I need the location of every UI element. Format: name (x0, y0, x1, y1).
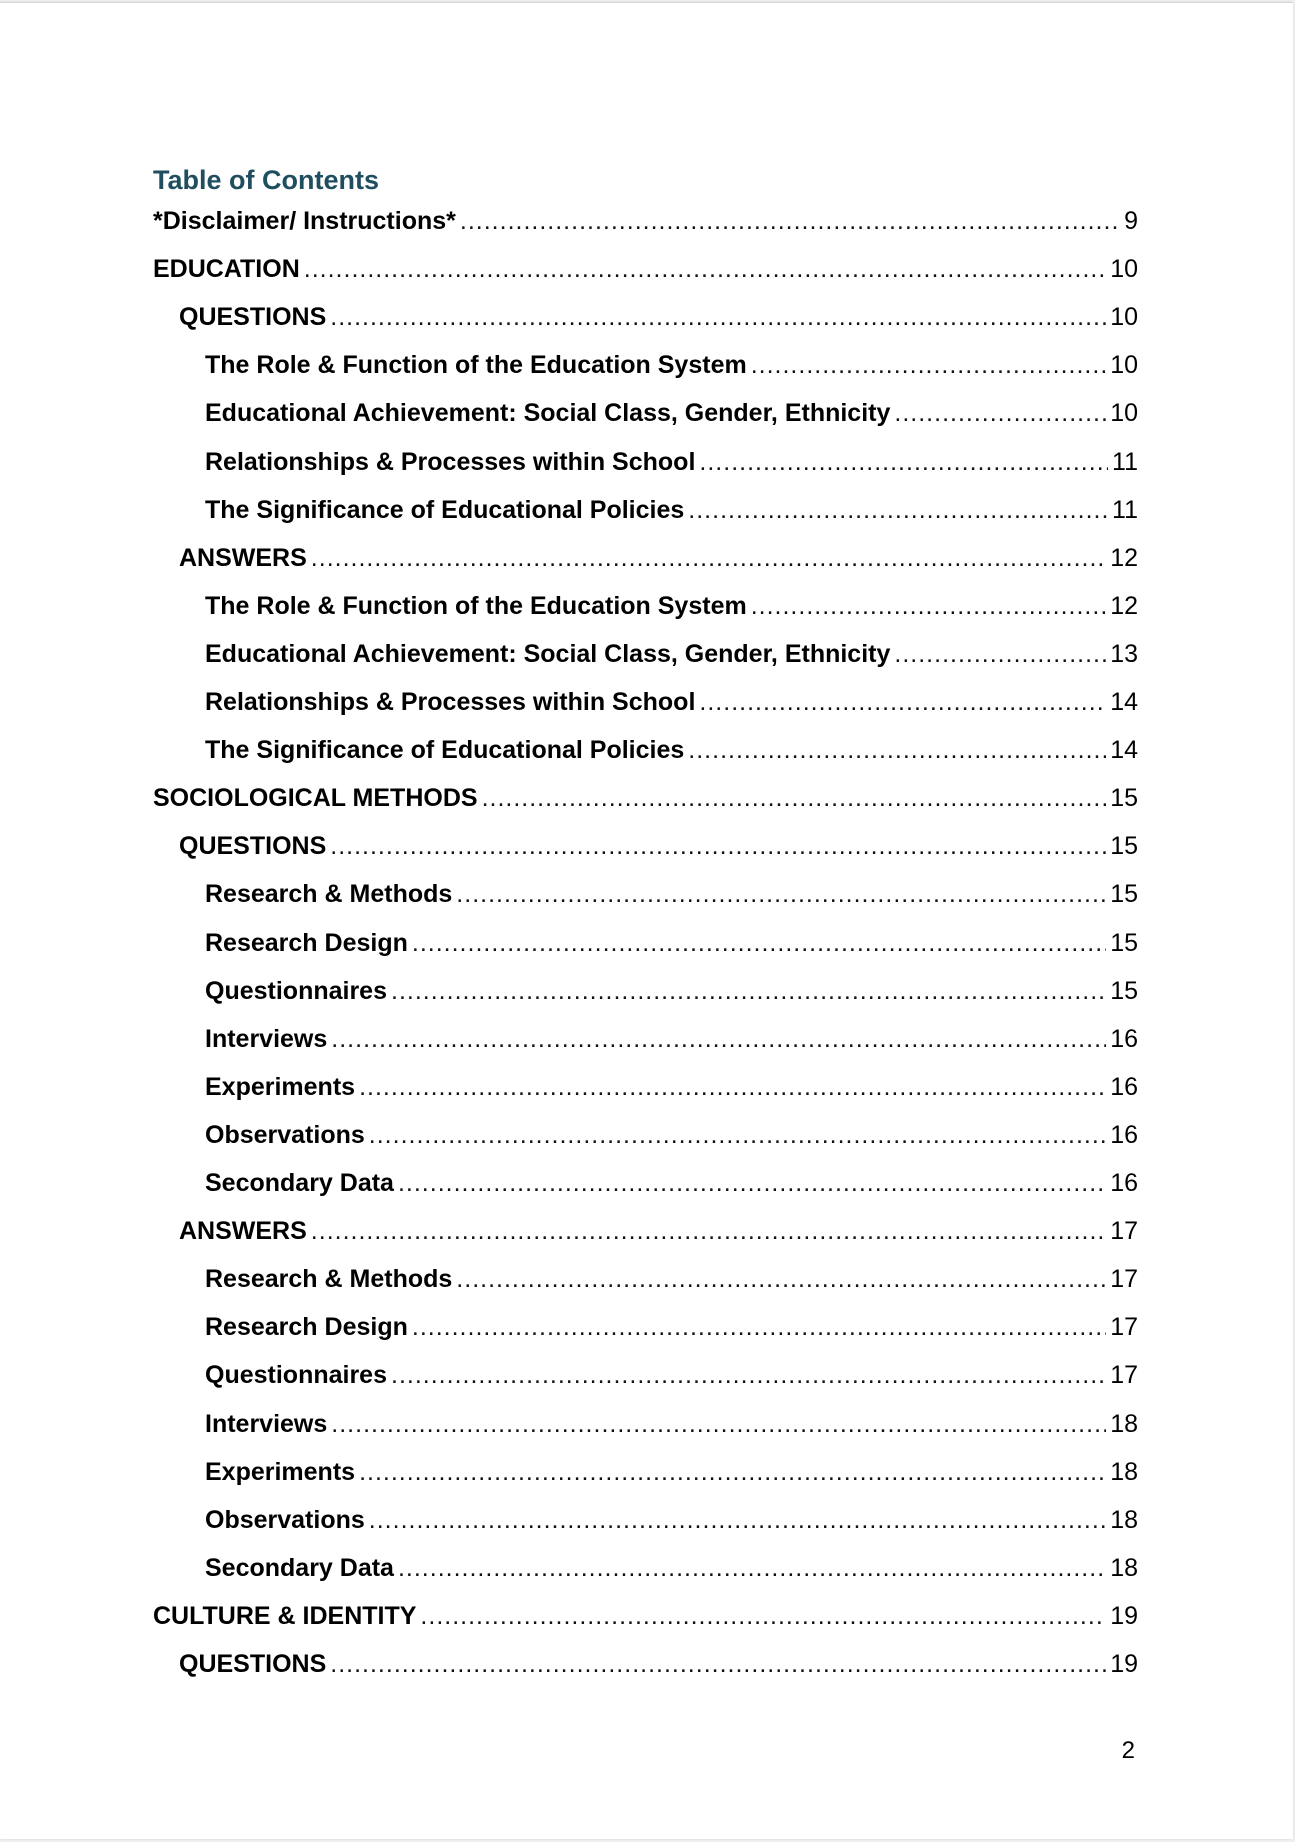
toc-dot-leader (330, 829, 1106, 863)
toc-dot-leader (369, 1118, 1106, 1152)
toc-dot-leader (699, 445, 1108, 479)
toc-entry[interactable] (153, 252, 1138, 286)
document-page (0, 2, 1293, 1839)
toc-entry-label: CULTURE & IDENTITY (153, 1601, 417, 1630)
toc-entry-page-number: 16 (1110, 1072, 1138, 1101)
toc-entry[interactable] (205, 1455, 1138, 1489)
toc-entry-page-number: 18 (1110, 1409, 1138, 1438)
toc-dot-leader (398, 1166, 1106, 1200)
toc-dot-leader (456, 1262, 1106, 1296)
toc-entry-page-number: 16 (1110, 1169, 1138, 1197)
toc-entry-label: Relationships & Processes within School (205, 447, 696, 476)
toc-entry-label: QUESTIONS (179, 832, 327, 861)
toc-entry[interactable] (205, 589, 1138, 623)
toc-dot-leader (412, 1310, 1106, 1344)
toc-entry[interactable] (205, 733, 1138, 767)
toc-entry[interactable] (205, 1407, 1138, 1441)
toc-title: Table of Contents (153, 165, 379, 195)
toc-dot-leader (456, 877, 1106, 911)
toc-entry[interactable] (205, 1166, 1138, 1200)
toc-entry[interactable] (179, 1214, 1138, 1248)
toc-entry-page-number: 16 (1110, 1024, 1138, 1053)
toc-dot-leader (894, 396, 1106, 430)
toc-entry-page-number: 11 (1112, 495, 1138, 524)
toc-entry[interactable] (179, 1647, 1138, 1681)
toc-entry[interactable] (205, 1118, 1138, 1152)
toc-entry-page-number: 10 (1110, 399, 1138, 428)
toc-entry-page-number: 10 (1110, 351, 1138, 380)
toc-entry-label: QUESTIONS (179, 1650, 327, 1678)
toc-entry-page-number: 13 (1110, 639, 1138, 668)
toc-entry-label: Secondary Data (205, 1169, 394, 1197)
toc-entry[interactable] (153, 204, 1138, 238)
toc-dot-leader (688, 493, 1108, 527)
toc-entry-page-number: 19 (1110, 1650, 1138, 1678)
toc-entry-label: Interviews (205, 1024, 328, 1053)
toc-entry-page-number: 15 (1110, 832, 1138, 861)
toc-dot-leader (751, 348, 1106, 382)
toc-entry[interactable] (205, 637, 1138, 671)
toc-entry-label: EDUCATION (153, 255, 300, 284)
toc-dot-leader (699, 685, 1106, 719)
toc-entry[interactable] (179, 829, 1138, 863)
toc-entry[interactable] (179, 541, 1138, 575)
toc-dot-leader (420, 1599, 1106, 1633)
toc-entry[interactable] (205, 1503, 1138, 1537)
toc-entry-label: Observations (205, 1120, 365, 1149)
toc-entry-page-number: 17 (1110, 1265, 1138, 1294)
toc-entry-page-number: 14 (1110, 688, 1138, 716)
toc-entry-label: SOCIOLOGICAL METHODS (153, 784, 478, 813)
toc-dot-leader (391, 974, 1106, 1008)
toc-entry-label: Research & Methods (205, 1265, 453, 1294)
toc-dot-leader (398, 1551, 1106, 1585)
toc-dot-leader (331, 1022, 1106, 1056)
toc-entry[interactable] (153, 1599, 1138, 1633)
toc-entry-label: Interviews (205, 1409, 328, 1438)
toc-entry-page-number: 14 (1110, 736, 1138, 765)
toc-dot-leader (894, 637, 1106, 671)
toc-entry-page-number: 12 (1110, 543, 1138, 572)
toc-entry[interactable] (179, 300, 1138, 334)
toc-entry-page-number: 18 (1110, 1553, 1138, 1582)
toc-entry-label: Educational Achievement: Social Class, Gender, Ethnicity (205, 399, 891, 428)
toc-entry-label: The Role & Function of the Education System (205, 591, 747, 620)
toc-entry[interactable] (205, 1022, 1138, 1056)
toc-entry-page-number: 18 (1110, 1505, 1138, 1534)
toc-entry-page-number: 15 (1110, 928, 1138, 957)
toc-entry-label: Research Design (205, 1313, 408, 1342)
toc-dot-leader (482, 781, 1107, 815)
toc-entry-label: The Role & Function of the Education System (205, 351, 747, 380)
toc-entry[interactable] (205, 974, 1138, 1008)
toc-dot-leader (369, 1503, 1106, 1537)
toc-entry-label: Educational Achievement: Social Class, Gender, Ethnicity (205, 639, 891, 668)
toc-entry-label: ANSWERS (179, 1217, 307, 1246)
toc-entry[interactable] (205, 1070, 1138, 1104)
toc-entry-page-number: 15 (1110, 784, 1138, 813)
toc-entry-label: Experiments (205, 1457, 356, 1486)
toc-entry-page-number: 19 (1110, 1601, 1138, 1630)
toc-entry-page-number: 10 (1110, 255, 1138, 284)
toc-dot-leader (751, 589, 1106, 623)
toc-entry-label: Observations (205, 1505, 365, 1534)
toc-dot-leader (311, 1214, 1106, 1248)
toc-entry[interactable] (205, 1310, 1138, 1344)
toc-entry-page-number: 15 (1110, 976, 1138, 1005)
toc-dot-leader (460, 204, 1120, 238)
toc-entry-label: Experiments (205, 1072, 356, 1101)
toc-entry[interactable] (205, 493, 1138, 527)
toc-entry-label: *Disclaimer/ Instructions* (153, 207, 456, 235)
toc-entry-label: QUESTIONS (179, 303, 327, 332)
toc-entry[interactable] (205, 877, 1138, 911)
toc-entry[interactable] (205, 1358, 1138, 1392)
toc-entry-page-number: 17 (1110, 1313, 1138, 1342)
toc-dot-leader (330, 1647, 1106, 1681)
toc-dot-leader (331, 1407, 1106, 1441)
toc-entry-page-number: 15 (1110, 880, 1138, 909)
toc-entry-page-number: 17 (1110, 1361, 1138, 1390)
toc-entry-label: Secondary Data (205, 1553, 394, 1582)
toc-entry[interactable] (205, 685, 1138, 719)
toc-entry[interactable] (205, 396, 1138, 430)
toc-entry-page-number: 17 (1110, 1217, 1138, 1246)
toc-dot-leader (330, 300, 1106, 334)
toc-entry-page-number: 16 (1110, 1120, 1138, 1149)
toc-entry-page-number: 10 (1110, 303, 1138, 332)
toc-entry-page-number: 11 (1112, 447, 1138, 476)
toc-entry-label: Questionnaires (205, 1361, 387, 1390)
toc-dot-leader (359, 1455, 1106, 1489)
toc-entry[interactable] (205, 1262, 1138, 1296)
toc-dot-leader (304, 252, 1106, 286)
page-number: 2 (1121, 1737, 1135, 1764)
toc-entry-label: The Significance of Educational Policies (205, 736, 685, 765)
toc-entry[interactable] (205, 348, 1138, 382)
toc-entry[interactable] (153, 781, 1138, 815)
toc-entry-label: Relationships & Processes within School (205, 688, 696, 716)
toc-entry-label: Questionnaires (205, 976, 387, 1005)
toc-dot-leader (311, 541, 1106, 575)
toc-entry-page-number: 12 (1110, 591, 1138, 620)
toc-dot-leader (688, 733, 1106, 767)
toc-entry-page-number: 9 (1124, 207, 1138, 235)
toc-dot-leader (359, 1070, 1106, 1104)
toc-dot-leader (412, 926, 1106, 960)
toc-entry-label: ANSWERS (179, 543, 307, 572)
toc-entry-page-number: 18 (1110, 1457, 1138, 1486)
toc-entry[interactable] (205, 1551, 1138, 1585)
toc-entry-label: Research & Methods (205, 880, 453, 909)
toc-entry[interactable] (205, 445, 1138, 479)
toc-entry-label: Research Design (205, 928, 408, 957)
toc-entry-label: The Significance of Educational Policies (205, 495, 685, 524)
toc-entry[interactable] (205, 926, 1138, 960)
toc-dot-leader (391, 1358, 1106, 1392)
